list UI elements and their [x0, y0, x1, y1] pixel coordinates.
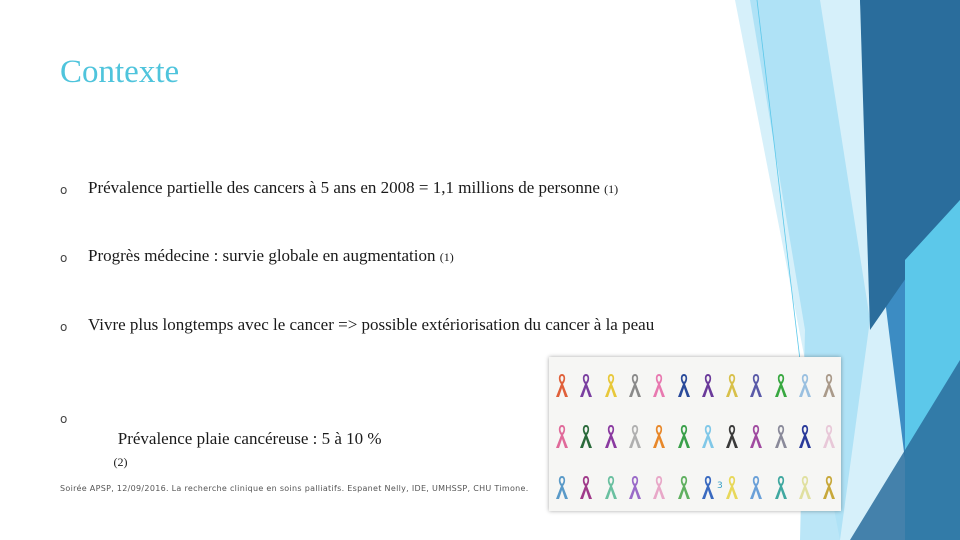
ribbon-item: [719, 359, 745, 409]
awareness-ribbon-icon: [749, 372, 763, 398]
bullet-text: Vivre plus longtemps avec le cancer => possible extériorisation du cancer à la peau: [88, 315, 655, 334]
ribbon-item: [598, 461, 624, 511]
ribbon-item: [743, 461, 769, 511]
ribbon-item: [792, 461, 818, 511]
ribbon-item: [573, 461, 599, 511]
awareness-ribbon-icon: [749, 474, 763, 500]
ribbon-item: [743, 359, 769, 409]
awareness-ribbon-icon: [604, 474, 618, 500]
awareness-ribbon-icon: [725, 372, 739, 398]
bullet-marker: o: [60, 183, 68, 197]
awareness-ribbon-icon: [604, 372, 618, 398]
awareness-ribbon-icon: [701, 423, 715, 449]
ribbon-item: [671, 410, 697, 460]
ribbon-item: [719, 410, 745, 460]
ribbon-item: [768, 359, 794, 409]
ribbon-item: [549, 359, 575, 409]
ribbon-item: [792, 359, 818, 409]
awareness-ribbon-icon: [749, 423, 763, 449]
ribbon-item: [792, 410, 818, 460]
ribbon-item: [598, 359, 624, 409]
ribbon-item: [549, 461, 575, 511]
awareness-ribbon-icon: [725, 474, 739, 500]
awareness-ribbon-icon: [677, 423, 691, 449]
awareness-ribbon-icon: [555, 474, 569, 500]
ribbon-item: [549, 410, 575, 460]
bullet-ref: (2): [113, 455, 128, 469]
ribbon-item: [768, 410, 794, 460]
awareness-ribbon-icon: [628, 372, 642, 398]
ribbon-item: [695, 359, 721, 409]
awareness-ribbon-icon: [798, 372, 812, 398]
awareness-ribbon-icon: [579, 423, 593, 449]
awareness-ribbon-icon: [701, 474, 715, 500]
awareness-ribbon-icon: [774, 474, 788, 500]
bullet-text: Prévalence partielle des cancers à 5 ans en 2008 = 1,1 millions de personne: [88, 178, 600, 197]
awareness-ribbon-icon: [701, 372, 715, 398]
bullet-ref: (1): [604, 182, 619, 196]
awareness-ribbon-icon: [628, 474, 642, 500]
bullet-marker: o: [60, 412, 68, 426]
cancer-ribbons-image: [549, 357, 841, 511]
ribbon-item: [816, 410, 841, 460]
bullet-marker: o: [60, 320, 68, 334]
ribbon-item: [695, 410, 721, 460]
bullet-ref: (1): [439, 250, 454, 264]
ribbon-item: [573, 410, 599, 460]
ribbon-item: [646, 461, 672, 511]
ribbon-item: [671, 461, 697, 511]
awareness-ribbon-icon: [579, 372, 593, 398]
bullet-2: [60, 245, 750, 267]
ribbon-item: [622, 359, 648, 409]
awareness-ribbon-icon: [798, 423, 812, 449]
bullet-4: [60, 406, 560, 469]
awareness-ribbon-icon: [774, 372, 788, 398]
awareness-ribbon-icon: [822, 474, 836, 500]
ribbon-item: [598, 410, 624, 460]
awareness-ribbon-icon: [604, 423, 618, 449]
awareness-ribbon-icon: [725, 423, 739, 449]
ribbon-item: [622, 461, 648, 511]
ribbon-item: [671, 359, 697, 409]
awareness-ribbon-icon: [677, 372, 691, 398]
ribbon-item: [768, 461, 794, 511]
awareness-ribbon-icon: [579, 474, 593, 500]
footer-text: Soirée APSP, 12/09/2016. La recherche clinique en soins palliatifs. Espanet Nelly, IDE, UMHSSP, CHU Timone.: [60, 484, 529, 493]
awareness-ribbon-icon: [798, 474, 812, 500]
bullet-text: Progrès médecine : survie globale en augmentation: [88, 246, 436, 265]
awareness-ribbon-icon: [652, 423, 666, 449]
bullet-marker: o: [60, 251, 68, 265]
awareness-ribbon-icon: [677, 474, 691, 500]
ribbon-item: [622, 410, 648, 460]
awareness-ribbon-icon: [555, 423, 569, 449]
awareness-ribbon-icon: [652, 372, 666, 398]
awareness-ribbon-icon: [652, 474, 666, 500]
ribbon-item: [646, 410, 672, 460]
bullet-1: [60, 177, 750, 199]
ribbon-item: [719, 461, 745, 511]
slide-title: Contexte: [60, 54, 180, 90]
awareness-ribbon-icon: [555, 372, 569, 398]
awareness-ribbon-icon: [822, 372, 836, 398]
ribbon-item: [816, 461, 841, 511]
ribbon-item: [573, 359, 599, 409]
ribbon-item: [646, 359, 672, 409]
bullet-text: Prévalence plaie cancéreuse : 5 à 10 %: [113, 429, 382, 448]
awareness-ribbon-icon: [628, 423, 642, 449]
ribbon-item: [743, 410, 769, 460]
page-number: 3: [717, 481, 723, 491]
awareness-ribbon-icon: [822, 423, 836, 449]
ribbon-item: [816, 359, 841, 409]
bullet-3: [60, 314, 750, 360]
awareness-ribbon-icon: [774, 423, 788, 449]
